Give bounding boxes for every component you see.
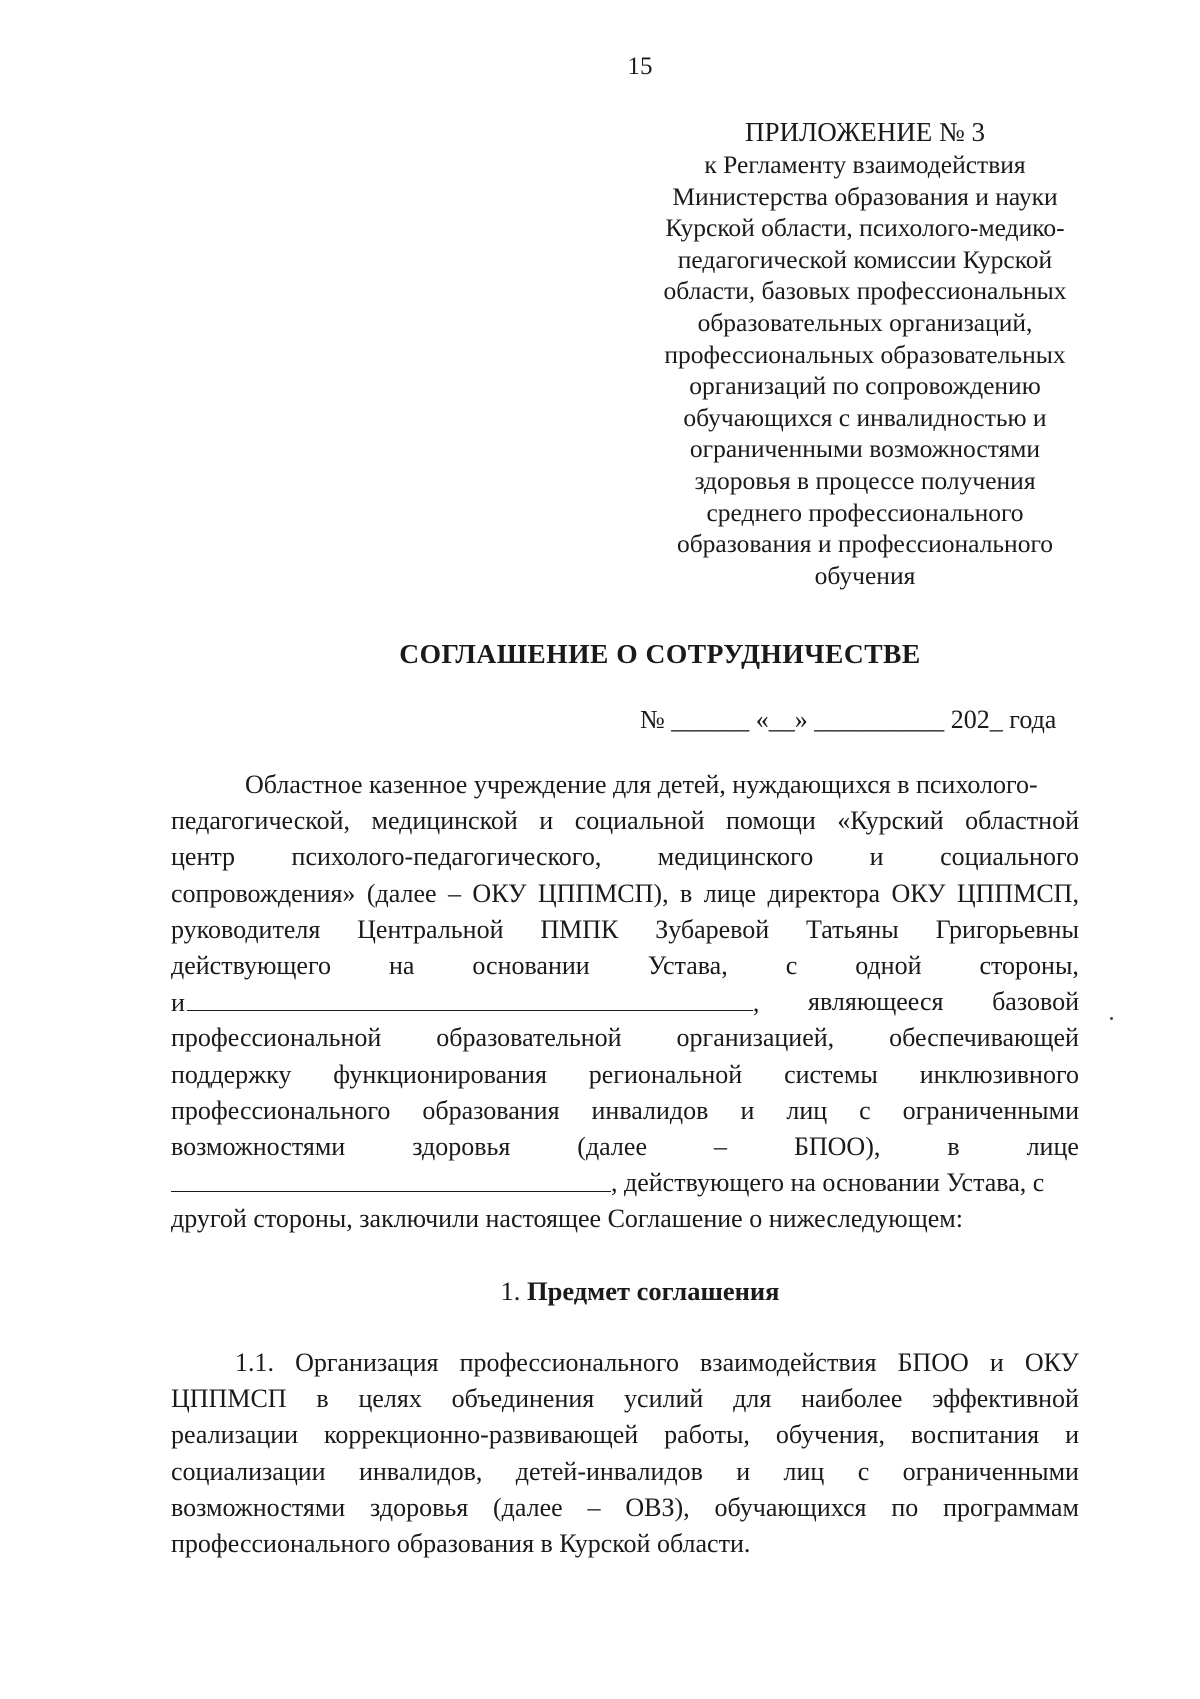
intro-line [171,839,1079,875]
word: областной [965,806,1079,836]
word: ограниченными [902,1095,1079,1125]
party-blank-group [171,984,759,1020]
word: 1.1. [235,1348,274,1377]
word: образования [422,1095,560,1125]
section-heading [0,1275,1200,1307]
intro-word: являющееся [808,987,944,1017]
word: психолого-педагогического, [291,842,602,872]
party-name-blank [187,984,753,1011]
word: – [448,878,461,908]
appendix-line: профессиональных образовательных [664,339,1066,369]
word: – [713,1131,727,1161]
clause-line: профессионального образования в Курской области. [171,1528,751,1558]
word: здоровья [412,1131,511,1161]
intro-line [171,1020,1079,1056]
appendix-line: образовательных организаций, [697,307,1033,337]
intro-line [171,948,1079,984]
word: и [736,1456,751,1486]
word: одной [855,950,922,980]
appendix-line: здоровья в процессе получения [694,465,1036,495]
intro-line-representative-blank [171,1165,1079,1201]
appendix-line: Министерства образования и науки [672,181,1058,211]
word: Устава, [647,950,728,980]
word: ограниченными [902,1456,1079,1486]
page-number: 15 [627,53,653,80]
word: медицинского [657,842,814,872]
word: здоровья [370,1492,469,1522]
word: ЦППМСП), [537,878,669,908]
word: и [989,1348,1004,1377]
word: целях [358,1384,422,1414]
word: и [539,806,554,836]
word: системы [784,1059,878,1089]
word: социальной [574,806,705,836]
word: ОКУ [891,878,946,908]
clause-line [171,1345,1079,1381]
appendix-line: Курской области, психолого-медико- [665,213,1065,243]
word: медицинской [371,806,518,836]
word: профессионального [459,1348,679,1377]
word: Татьяны [806,914,899,944]
intro-line [171,1129,1079,1165]
section-title: Предмет соглашения [527,1276,780,1306]
word: региональной [588,1059,743,1089]
intro-line [171,767,1079,803]
clause-line [171,1454,1079,1490]
word: обучающихся [714,1492,867,1522]
intro-line: другой стороны, заключили настоящее Соглашение о нижеследующем: [171,1204,963,1234]
intro-word: базовой [992,987,1079,1017]
word: обучения, [775,1420,886,1450]
word: профессионального [171,1095,391,1125]
word: БПОО [897,1348,969,1377]
word: детей-инвалидов [515,1456,703,1486]
word: сопровождения» [171,878,356,908]
word: коррекционно-развивающей [324,1420,639,1450]
word: Центральной [357,914,504,944]
appendix-line: обучения [814,560,916,590]
appendix-line: к Регламенту взаимодействия [704,150,1026,179]
intro-line [171,803,1079,839]
agreement-number-date-line: № ______ «__» __________ 202_ года [640,705,1057,734]
word: социального [940,842,1079,872]
word: (далее [366,878,437,908]
word: директора [767,878,881,908]
word: в [316,1384,329,1414]
word: эффективной [932,1384,1079,1414]
word: программам [943,1492,1079,1522]
word: поддержку [171,1059,292,1089]
word: усилий [624,1384,704,1414]
scan-speck [1110,1017,1113,1020]
word: возможностями [171,1131,346,1161]
word: воспитания [910,1420,1040,1450]
word: (далее [577,1131,647,1161]
appendix-line: образования и профессионального [676,529,1054,559]
word: лиц [783,1456,825,1486]
word: Зубаревой [655,914,770,944]
word: профессиональной [171,1023,382,1053]
word: лице [1026,1131,1079,1161]
word: и [1065,1420,1079,1450]
clause-1-1 [171,1345,1079,1562]
word: с [859,1095,871,1125]
word: ЦППМСП [171,1384,287,1414]
word: ОКУ [1024,1348,1079,1377]
intro-paragraph [171,767,1079,1237]
word: – [587,1492,601,1522]
word: инвалидов, [358,1456,483,1486]
word: по [891,1492,919,1522]
word: объединения [451,1384,595,1414]
clause-line [171,1381,1079,1417]
word: наиболее [801,1384,903,1414]
word: ЦППМСП, [956,878,1079,908]
word: инклюзивного [919,1059,1079,1089]
word: взаимодействия [700,1348,877,1377]
appendix-header [620,115,1110,591]
intro-line [171,912,1079,948]
word: обеспечивающей [889,1023,1079,1053]
comma-text: , [752,988,760,1018]
word: стороны, [979,950,1079,980]
intro-line [171,1057,1079,1093]
word: (далее [493,1492,563,1522]
word: основании [472,950,590,980]
word: с [785,950,798,980]
word: лиц [786,1095,828,1125]
word: помощи [725,806,816,836]
appendix-title: ПРИЛОЖЕНИЕ № 3 [744,117,986,147]
word: Организация [295,1348,439,1377]
word: в [680,878,693,908]
word: с [857,1456,870,1486]
intro-line-party-blank [171,984,1079,1020]
word: на [388,950,415,980]
word: «Курский [837,806,944,836]
word: для [733,1384,772,1414]
word: и [740,1095,755,1125]
word: БПОО), [793,1131,881,1161]
section-number: 1. [500,1276,521,1306]
document-title: СОГЛАШЕНИЕ О СОТРУДНИЧЕСТВЕ [399,638,921,669]
clause-line [171,1417,1079,1453]
word: работы, [664,1420,750,1450]
conjunction-text: и [171,988,185,1018]
intro-line [171,1093,1079,1129]
word: руководителя [171,914,321,944]
intro-text: , действующего на основании Устава, с [611,1168,1045,1198]
appendix-line: педагогической комиссии Курской [677,244,1053,274]
word: организацией, [676,1023,835,1053]
clause-line [171,1490,1079,1526]
word: и [869,842,884,872]
word: функционирования [333,1059,547,1089]
word: образовательной [436,1023,622,1053]
word: инвалидов [591,1095,709,1125]
word: Григорьевны [935,914,1079,944]
word: ПМПК [540,914,619,944]
representative-name-blank [171,1165,611,1192]
word: социализации [171,1456,326,1486]
word: ОВЗ), [625,1492,690,1522]
word: центр [171,842,236,872]
word: лице [703,878,757,908]
appendix-line: среднего профессионального [706,497,1024,527]
appendix-line: области, базовых профессиональных [663,276,1067,306]
word: реализации [171,1420,299,1450]
appendix-line: организаций по сопровождению [689,371,1041,401]
appendix-line: обучающихся с инвалидностью и [683,402,1047,432]
intro-line [171,876,1079,912]
word: в [947,1131,960,1161]
appendix-line: ограниченными возможностями [689,434,1041,464]
word: действующего [171,950,331,980]
word: ОКУ [472,878,527,908]
word: педагогической, [171,806,351,836]
word: возможностями [171,1492,346,1522]
word: Областное казенное учреждение для детей, нуждающихся в психолого- [245,770,1038,799]
